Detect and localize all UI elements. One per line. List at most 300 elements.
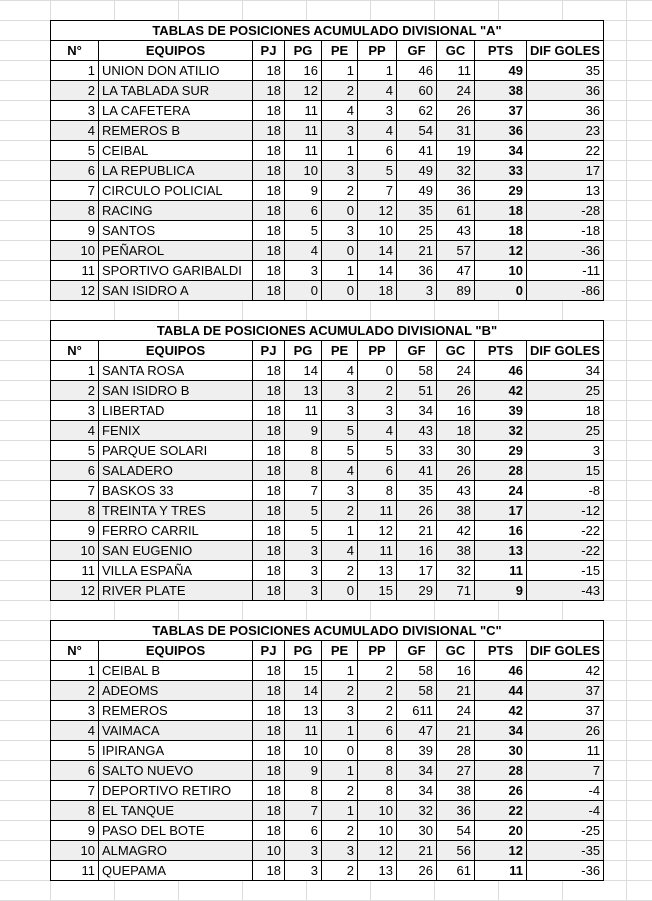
- cell-played: 18: [253, 161, 285, 181]
- cell-team: TREINTA Y TRES: [99, 501, 253, 521]
- cell-goals-for: 33: [397, 441, 437, 461]
- cell-team: SANTOS: [99, 221, 253, 241]
- cell-goal-difference: 7: [527, 761, 604, 781]
- cell-lost: 7: [358, 181, 397, 201]
- standings-table-b: [50, 320, 604, 601]
- cell-played: 18: [253, 821, 285, 841]
- cell-goals-for: 46: [397, 61, 437, 81]
- cell-points: 46: [475, 661, 527, 681]
- cell-played: 18: [253, 221, 285, 241]
- cell-team: RIVER PLATE: [99, 581, 253, 601]
- cell-goal-difference: -43: [527, 581, 604, 601]
- cell-lost: 4: [358, 81, 397, 101]
- cell-lost: 10: [358, 801, 397, 821]
- cell-goal-difference: -86: [527, 281, 604, 301]
- cell-team: EL TANQUE: [99, 801, 253, 821]
- cell-points: 44: [475, 681, 527, 701]
- table-row: [51, 501, 604, 521]
- cell-lost: 5: [358, 441, 397, 461]
- cell-played: 18: [253, 141, 285, 161]
- cell-goal-difference: 35: [527, 61, 604, 81]
- cell-points: 34: [475, 141, 527, 161]
- cell-goal-difference: -4: [527, 801, 604, 821]
- cell-won: 11: [285, 121, 322, 141]
- cell-team: SAN EUGENIO: [99, 541, 253, 561]
- cell-points: 20: [475, 821, 527, 841]
- cell-won: 13: [285, 701, 322, 721]
- table-row: [51, 221, 604, 241]
- cell-goal-difference: -22: [527, 541, 604, 561]
- cell-goal-difference: -18: [527, 221, 604, 241]
- cell-lost: 8: [358, 741, 397, 761]
- cell-position: 8: [51, 501, 99, 521]
- cell-goals-for: 41: [397, 141, 437, 161]
- cell-position: 2: [51, 81, 99, 101]
- cell-position: 8: [51, 201, 99, 221]
- cell-points: 10: [475, 261, 527, 281]
- cell-won: 12: [285, 81, 322, 101]
- cell-played: 18: [253, 521, 285, 541]
- cell-points: 30: [475, 741, 527, 761]
- cell-goals-for: 21: [397, 241, 437, 261]
- cell-points: 33: [475, 161, 527, 181]
- cell-goals-for: 36: [397, 261, 437, 281]
- cell-goals-for: 3: [397, 281, 437, 301]
- cell-drawn: 2: [322, 81, 358, 101]
- cell-played: 18: [253, 861, 285, 881]
- cell-goals-for: 35: [397, 481, 437, 501]
- cell-played: 18: [253, 441, 285, 461]
- cell-points: 12: [475, 841, 527, 861]
- header-points: PTS: [475, 641, 527, 661]
- header-team: EQUIPOS: [99, 341, 253, 361]
- cell-played: 18: [253, 281, 285, 301]
- cell-goal-difference: 25: [527, 381, 604, 401]
- cell-won: 11: [285, 101, 322, 121]
- cell-position: 4: [51, 421, 99, 441]
- table-row: [51, 841, 604, 861]
- cell-lost: 6: [358, 721, 397, 741]
- cell-played: 18: [253, 741, 285, 761]
- cell-played: 18: [253, 361, 285, 381]
- cell-lost: 1: [358, 61, 397, 81]
- cell-lost: 14: [358, 261, 397, 281]
- table-row: [51, 561, 604, 581]
- cell-points: 13: [475, 541, 527, 561]
- cell-goals-for: 17: [397, 561, 437, 581]
- cell-drawn: 3: [322, 401, 358, 421]
- cell-team: SALADERO: [99, 461, 253, 481]
- cell-goals-against: 43: [437, 221, 475, 241]
- cell-team: IPIRANGA: [99, 741, 253, 761]
- cell-lost: 18: [358, 281, 397, 301]
- cell-drawn: 0: [322, 741, 358, 761]
- cell-drawn: 2: [322, 861, 358, 881]
- table-title-row: [51, 321, 604, 341]
- cell-goal-difference: -25: [527, 821, 604, 841]
- cell-lost: 0: [358, 361, 397, 381]
- cell-team: CEIBAL: [99, 141, 253, 161]
- header-goals-against: GC: [437, 41, 475, 61]
- cell-lost: 10: [358, 821, 397, 841]
- cell-drawn: 1: [322, 761, 358, 781]
- cell-position: 1: [51, 361, 99, 381]
- cell-team: VILLA ESPAÑA: [99, 561, 253, 581]
- cell-lost: 8: [358, 481, 397, 501]
- cell-goals-against: 24: [437, 81, 475, 101]
- cell-goals-for: 58: [397, 661, 437, 681]
- cell-drawn: 1: [322, 141, 358, 161]
- cell-team: CIRCULO POLICIAL: [99, 181, 253, 201]
- cell-points: 37: [475, 101, 527, 121]
- cell-points: 0: [475, 281, 527, 301]
- cell-goals-against: 32: [437, 561, 475, 581]
- table-row: [51, 241, 604, 261]
- cell-goals-for: 35: [397, 201, 437, 221]
- cell-points: 24: [475, 481, 527, 501]
- cell-goals-against: 56: [437, 841, 475, 861]
- cell-goals-for: 60: [397, 81, 437, 101]
- cell-drawn: 4: [322, 541, 358, 561]
- cell-played: 18: [253, 581, 285, 601]
- cell-goal-difference: 18: [527, 401, 604, 421]
- cell-played: 18: [253, 561, 285, 581]
- header-goals-against: GC: [437, 341, 475, 361]
- cell-goals-against: 26: [437, 461, 475, 481]
- cell-goal-difference: 22: [527, 141, 604, 161]
- cell-played: 10: [253, 841, 285, 861]
- cell-team: LA CAFETERA: [99, 101, 253, 121]
- cell-played: 18: [253, 381, 285, 401]
- cell-goal-difference: -28: [527, 201, 604, 221]
- cell-position: 6: [51, 161, 99, 181]
- cell-lost: 6: [358, 461, 397, 481]
- cell-team: CEIBAL B: [99, 661, 253, 681]
- cell-played: 18: [253, 701, 285, 721]
- cell-drawn: 0: [322, 581, 358, 601]
- table-row: [51, 261, 604, 281]
- table-title-row: [51, 621, 604, 641]
- cell-goals-against: 32: [437, 161, 475, 181]
- header-row: [51, 41, 604, 61]
- cell-points: 28: [475, 461, 527, 481]
- cell-played: 18: [253, 761, 285, 781]
- table-row: [51, 101, 604, 121]
- table-title: TABLAS DE POSICIONES ACUMULADO DIVISIONAL "C": [51, 621, 604, 641]
- cell-position: 5: [51, 141, 99, 161]
- cell-won: 3: [285, 561, 322, 581]
- cell-won: 3: [285, 541, 322, 561]
- table-row: [51, 521, 604, 541]
- cell-played: 18: [253, 81, 285, 101]
- cell-played: 18: [253, 461, 285, 481]
- cell-team: ALMAGRO: [99, 841, 253, 861]
- cell-won: 9: [285, 421, 322, 441]
- header-goal-difference: DIF GOLES: [527, 341, 604, 361]
- cell-goals-against: 19: [437, 141, 475, 161]
- cell-drawn: 0: [322, 201, 358, 221]
- cell-played: 18: [253, 181, 285, 201]
- cell-position: 9: [51, 821, 99, 841]
- cell-goals-for: 30: [397, 821, 437, 841]
- header-lost: PP: [358, 41, 397, 61]
- standings-table-a: [50, 20, 604, 301]
- cell-goal-difference: -11: [527, 261, 604, 281]
- cell-goals-for: 51: [397, 381, 437, 401]
- cell-team: SANTA ROSA: [99, 361, 253, 381]
- cell-lost: 2: [358, 681, 397, 701]
- cell-played: 18: [253, 201, 285, 221]
- header-position: N°: [51, 341, 99, 361]
- cell-won: 0: [285, 281, 322, 301]
- header-goal-difference: DIF GOLES: [527, 41, 604, 61]
- cell-drawn: 2: [322, 561, 358, 581]
- cell-points: 36: [475, 121, 527, 141]
- table-row: [51, 61, 604, 81]
- standings-table-c: [50, 620, 604, 881]
- header-row: [51, 641, 604, 661]
- cell-drawn: 2: [322, 681, 358, 701]
- cell-goals-against: 47: [437, 261, 475, 281]
- cell-position: 5: [51, 441, 99, 461]
- header-won: PG: [285, 641, 322, 661]
- cell-goal-difference: 34: [527, 361, 604, 381]
- cell-goals-against: 57: [437, 241, 475, 261]
- cell-drawn: 2: [322, 181, 358, 201]
- table-row: [51, 541, 604, 561]
- cell-played: 18: [253, 801, 285, 821]
- cell-won: 7: [285, 801, 322, 821]
- cell-goals-against: 61: [437, 861, 475, 881]
- table-title: TABLAS DE POSICIONES ACUMULADO DIVISIONAL "A": [51, 21, 604, 41]
- cell-team: SAN ISIDRO B: [99, 381, 253, 401]
- cell-drawn: 5: [322, 421, 358, 441]
- cell-goal-difference: -36: [527, 241, 604, 261]
- cell-goals-for: 39: [397, 741, 437, 761]
- cell-team: SALTO NUEVO: [99, 761, 253, 781]
- cell-drawn: 2: [322, 781, 358, 801]
- cell-drawn: 4: [322, 101, 358, 121]
- cell-drawn: 3: [322, 841, 358, 861]
- cell-won: 5: [285, 501, 322, 521]
- table-row: [51, 861, 604, 881]
- cell-goals-against: 16: [437, 401, 475, 421]
- cell-goals-for: 47: [397, 721, 437, 741]
- cell-drawn: 1: [322, 261, 358, 281]
- cell-goal-difference: -12: [527, 501, 604, 521]
- cell-won: 16: [285, 61, 322, 81]
- cell-won: 14: [285, 361, 322, 381]
- cell-drawn: 1: [322, 61, 358, 81]
- cell-goals-against: 27: [437, 761, 475, 781]
- table-title-row: [51, 21, 604, 41]
- cell-won: 5: [285, 221, 322, 241]
- cell-drawn: 3: [322, 481, 358, 501]
- header-row: [51, 341, 604, 361]
- header-played: PJ: [253, 341, 285, 361]
- cell-goals-for: 21: [397, 841, 437, 861]
- cell-won: 3: [285, 261, 322, 281]
- cell-goal-difference: -36: [527, 861, 604, 881]
- header-points: PTS: [475, 341, 527, 361]
- cell-lost: 13: [358, 861, 397, 881]
- cell-lost: 10: [358, 221, 397, 241]
- cell-points: 38: [475, 81, 527, 101]
- cell-position: 7: [51, 481, 99, 501]
- cell-drawn: 5: [322, 441, 358, 461]
- cell-drawn: 3: [322, 381, 358, 401]
- cell-lost: 12: [358, 841, 397, 861]
- cell-goals-for: 43: [397, 421, 437, 441]
- cell-position: 11: [51, 561, 99, 581]
- cell-lost: 12: [358, 521, 397, 541]
- cell-played: 18: [253, 241, 285, 261]
- cell-lost: 15: [358, 581, 397, 601]
- cell-goals-against: 24: [437, 361, 475, 381]
- cell-goal-difference: 37: [527, 701, 604, 721]
- cell-played: 18: [253, 721, 285, 741]
- cell-goals-for: 49: [397, 181, 437, 201]
- cell-drawn: 1: [322, 801, 358, 821]
- cell-goals-against: 36: [437, 181, 475, 201]
- table-row: [51, 361, 604, 381]
- cell-goals-against: 16: [437, 661, 475, 681]
- cell-points: 22: [475, 801, 527, 821]
- cell-goal-difference: -35: [527, 841, 604, 861]
- cell-drawn: 3: [322, 161, 358, 181]
- cell-won: 3: [285, 841, 322, 861]
- cell-drawn: 4: [322, 361, 358, 381]
- cell-points: 42: [475, 701, 527, 721]
- cell-won: 14: [285, 681, 322, 701]
- cell-lost: 8: [358, 761, 397, 781]
- cell-played: 18: [253, 781, 285, 801]
- cell-goals-against: 30: [437, 441, 475, 461]
- cell-points: 49: [475, 61, 527, 81]
- cell-position: 10: [51, 841, 99, 861]
- header-drawn: PE: [322, 641, 358, 661]
- cell-position: 7: [51, 181, 99, 201]
- cell-lost: 8: [358, 781, 397, 801]
- cell-won: 9: [285, 761, 322, 781]
- header-lost: PP: [358, 641, 397, 661]
- cell-team: FERRO CARRIL: [99, 521, 253, 541]
- header-drawn: PE: [322, 41, 358, 61]
- cell-position: 5: [51, 741, 99, 761]
- cell-goal-difference: 15: [527, 461, 604, 481]
- cell-lost: 11: [358, 541, 397, 561]
- cell-won: 10: [285, 161, 322, 181]
- cell-drawn: 1: [322, 521, 358, 541]
- cell-played: 18: [253, 681, 285, 701]
- cell-goals-for: 58: [397, 681, 437, 701]
- cell-goals-for: 32: [397, 801, 437, 821]
- header-position: N°: [51, 41, 99, 61]
- cell-team: SAN ISIDRO A: [99, 281, 253, 301]
- cell-points: 11: [475, 561, 527, 581]
- cell-played: 18: [253, 481, 285, 501]
- cell-goal-difference: 36: [527, 101, 604, 121]
- header-team: EQUIPOS: [99, 641, 253, 661]
- cell-lost: 14: [358, 241, 397, 261]
- cell-points: 29: [475, 441, 527, 461]
- table-row: [51, 461, 604, 481]
- cell-won: 6: [285, 201, 322, 221]
- cell-goals-for: 25: [397, 221, 437, 241]
- cell-won: 3: [285, 861, 322, 881]
- cell-won: 11: [285, 141, 322, 161]
- table-title: TABLA DE POSICIONES ACUMULADO DIVISIONAL "B": [51, 321, 604, 341]
- cell-won: 9: [285, 181, 322, 201]
- table-row: [51, 161, 604, 181]
- cell-goal-difference: 36: [527, 81, 604, 101]
- cell-position: 2: [51, 381, 99, 401]
- cell-points: 46: [475, 361, 527, 381]
- cell-played: 18: [253, 61, 285, 81]
- cell-position: 12: [51, 581, 99, 601]
- table-row: [51, 681, 604, 701]
- table-row: [51, 281, 604, 301]
- cell-points: 18: [475, 221, 527, 241]
- cell-goals-for: 21: [397, 521, 437, 541]
- header-won: PG: [285, 341, 322, 361]
- cell-goals-against: 21: [437, 681, 475, 701]
- cell-position: 12: [51, 281, 99, 301]
- table-row: [51, 661, 604, 681]
- cell-goals-for: 26: [397, 861, 437, 881]
- header-team: EQUIPOS: [99, 41, 253, 61]
- cell-goal-difference: 13: [527, 181, 604, 201]
- cell-team: DEPORTIVO RETIRO: [99, 781, 253, 801]
- cell-won: 15: [285, 661, 322, 681]
- cell-played: 18: [253, 261, 285, 281]
- cell-goals-for: 54: [397, 121, 437, 141]
- cell-lost: 13: [358, 561, 397, 581]
- cell-team: REMEROS B: [99, 121, 253, 141]
- cell-drawn: 4: [322, 461, 358, 481]
- header-lost: PP: [358, 341, 397, 361]
- cell-goals-against: 42: [437, 521, 475, 541]
- cell-lost: 4: [358, 121, 397, 141]
- cell-points: 9: [475, 581, 527, 601]
- cell-team: REMEROS: [99, 701, 253, 721]
- cell-goal-difference: 37: [527, 681, 604, 701]
- cell-lost: 12: [358, 201, 397, 221]
- cell-position: 1: [51, 661, 99, 681]
- cell-points: 39: [475, 401, 527, 421]
- cell-drawn: 0: [322, 281, 358, 301]
- table-row: [51, 81, 604, 101]
- cell-won: 6: [285, 821, 322, 841]
- cell-won: 11: [285, 401, 322, 421]
- cell-goals-against: 26: [437, 101, 475, 121]
- cell-goals-for: 29: [397, 581, 437, 601]
- cell-drawn: 3: [322, 121, 358, 141]
- cell-goals-for: 34: [397, 781, 437, 801]
- cell-goals-for: 62: [397, 101, 437, 121]
- cell-goals-against: 71: [437, 581, 475, 601]
- cell-team: LA TABLADA SUR: [99, 81, 253, 101]
- cell-position: 10: [51, 541, 99, 561]
- header-goals-against: GC: [437, 641, 475, 661]
- cell-team: ADEOMS: [99, 681, 253, 701]
- cell-points: 42: [475, 381, 527, 401]
- cell-lost: 2: [358, 381, 397, 401]
- cell-points: 28: [475, 761, 527, 781]
- cell-points: 34: [475, 721, 527, 741]
- cell-lost: 3: [358, 101, 397, 121]
- cell-goals-against: 89: [437, 281, 475, 301]
